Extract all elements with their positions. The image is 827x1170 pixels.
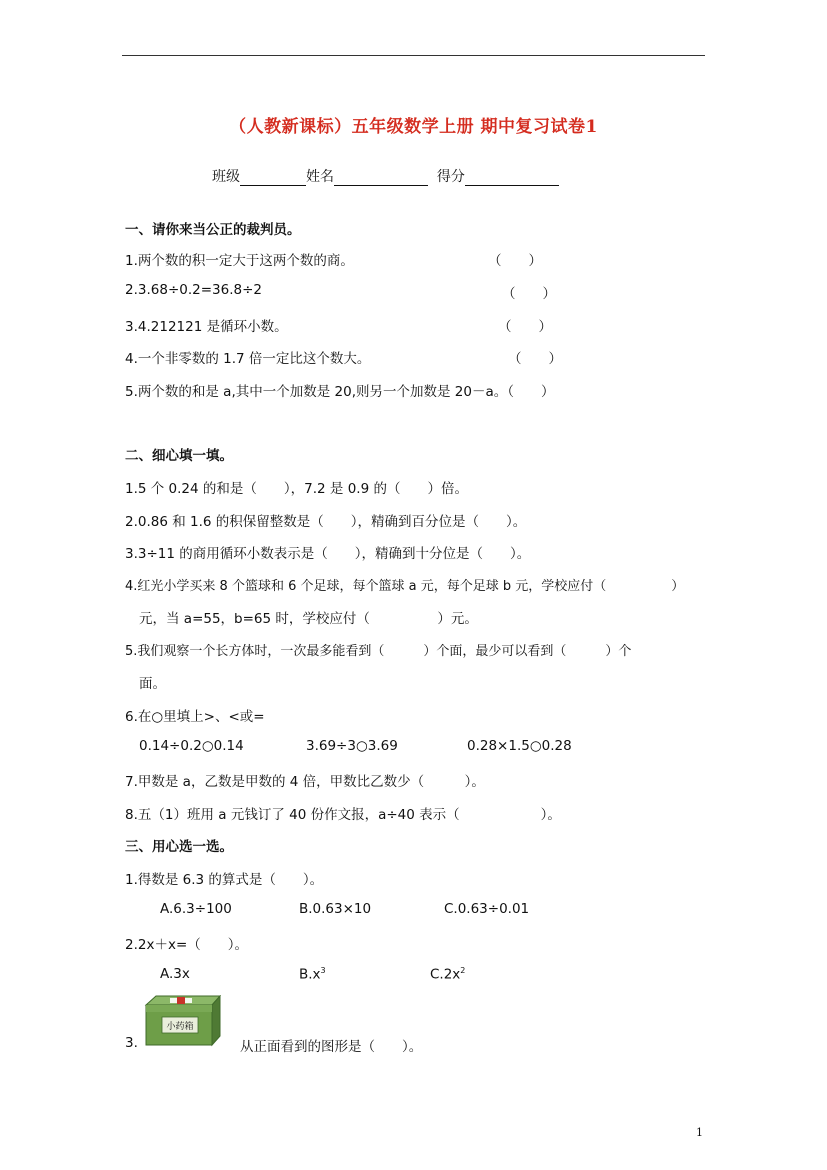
s2-item-8: 8.五（1）班用 a 元钱订了 40 份作文报，a÷40 表示（ ）。 [125,807,561,823]
s2-item-4: 4.红光小学买来 8 个篮球和 6 个足球，每个篮球 a 元，每个足球 b 元，学校应付（ ） [125,579,685,594]
s3-q3: 从正面看到的图形是（ ）。 [240,1039,423,1055]
s3-q2-option-b[interactable] [299,966,326,983]
class-blank[interactable] [240,169,306,186]
score-label: 得分 [436,169,465,185]
student-info-line [212,166,559,186]
s3-q2: 2.2x＋x=（ ）。 [125,937,249,953]
s3-q2-option-a[interactable]: A.3x [160,966,190,982]
s3-q2-option-c-exp: 2 [460,966,466,975]
s2-item-2: 2.0.86 和 1.6 的积保留整数是（ ），精确到百分位是（ ）。 [125,514,527,530]
s3-q2-option-b-exp: 3 [320,966,326,975]
header-rule [122,55,705,56]
s2-item-7: 7.甲数是 a，乙数是甲数的 4 倍，甲数比乙数少（ ）。 [125,774,485,790]
s2-item-1: 1.5 个 0.24 的和是（ ），7.2 是 0.9 的（ ）倍。 [125,481,468,497]
s3-q1-option-c[interactable]: C.0.63÷0.01 [444,901,530,917]
box-label-text: 小药箱 [166,1022,194,1032]
s1-item-1-answer[interactable]: （ ） [488,253,542,269]
section1-heading: 一、请你来当公正的裁判员。 [125,222,301,238]
medicine-box-illustration [140,995,222,1047]
s3-q2-option-b-base: B.x [299,966,321,983]
s3-q3-number: 3. [125,1035,138,1051]
page-title: （人教新课标）五年级数学上册 期中复习试卷1 [229,117,598,137]
s2-item-5-cont: 面。 [139,676,166,692]
box-lid-band [146,1005,212,1012]
s3-q1-option-a[interactable]: A.6.3÷100 [160,901,232,917]
compare-3: 0.28×1.5○0.28 [467,738,572,754]
name-blank[interactable] [334,169,428,186]
s2-item-6: 6.在○里填上>、<或= [125,709,265,725]
s2-item-5: 5.我们观察一个长方体时，一次最多能看到（ ）个面，最少可以看到（ ）个 [125,644,632,659]
s1-item-4: 4.一个非零数的 1.7 倍一定比这个数大。 [125,351,371,367]
s1-item-3-answer[interactable]: （ ） [498,319,552,335]
s1-item-2-answer[interactable]: （ ） [502,286,556,302]
s1-item-5: 5.两个数的和是 a,其中一个加数是 20,则另一个加数是 20－a。（ ） [125,384,555,400]
s3-q2-option-c-base: C.2x [430,966,461,983]
s3-q1-option-b[interactable]: B.0.63×10 [299,901,372,917]
s2-item-4-cont: 元，当 a=55，b=65 时，学校应付（ ）元。 [139,611,478,627]
box-side [212,996,220,1045]
s1-item-1: 1.两个数的积一定大于这两个数的商。 [125,253,354,269]
page-number: 1 [696,1126,703,1139]
class-label: 班级 [212,169,240,185]
compare-1: 0.14÷0.2○0.14 [139,738,244,754]
section3-heading: 三、用心选一选。 [125,839,233,855]
s2-item-3: 3.3÷11 的商用循环小数表示是（ ），精确到十分位是（ ）。 [125,546,531,562]
s3-q2-option-c[interactable] [430,966,465,983]
name-label: 姓名 [306,169,334,185]
s1-item-3: 3.4.212121 是循环小数。 [125,319,288,335]
s1-item-2: 2.3.68÷0.2=36.8÷2 [125,282,262,298]
s3-q1: 1.得数是 6.3 的算式是（ ）。 [125,872,324,888]
s1-item-4-answer[interactable]: （ ） [508,351,562,367]
score-blank[interactable] [465,169,559,186]
cross-mark [177,997,185,1004]
section2-heading: 二、细心填一填。 [125,448,233,464]
compare-2: 3.69÷3○3.69 [306,738,398,754]
